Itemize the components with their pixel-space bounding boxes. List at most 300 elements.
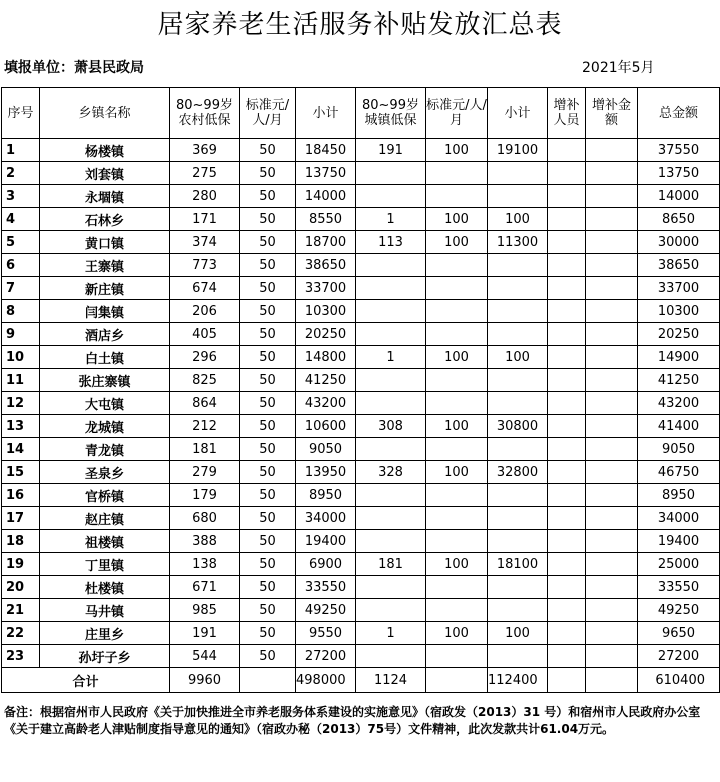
cell-add-people: [548, 392, 586, 415]
cell-sub2: [488, 369, 548, 392]
header-total: 总金额: [638, 88, 720, 139]
cell-sub1: 18450: [296, 139, 356, 162]
cell-total: 43200: [638, 392, 720, 415]
cell-total: 20250: [638, 323, 720, 346]
table-row: [2, 461, 720, 484]
cell-total: 14900: [638, 346, 720, 369]
cell-add-amount: [586, 277, 638, 300]
cell-std2: [426, 300, 488, 323]
cell-std1: 50: [240, 461, 296, 484]
cell-rural: 374: [170, 231, 240, 254]
table-row: [2, 576, 720, 599]
cell-sub2: 11300: [488, 231, 548, 254]
total-label: 合计: [2, 668, 170, 693]
cell-sub1: 33550: [296, 576, 356, 599]
cell-sub1: 10600: [296, 415, 356, 438]
cell-total: 33700: [638, 277, 720, 300]
cell-sub2: [488, 438, 548, 461]
cell-no: 14: [2, 438, 40, 461]
cell-sub2: [488, 162, 548, 185]
cell-add-amount: [586, 484, 638, 507]
header-no: 序号: [2, 88, 40, 139]
cell-urban: [356, 484, 426, 507]
cell-sub2: [488, 599, 548, 622]
cell-sub1: 38650: [296, 254, 356, 277]
cell-add-amount: [586, 507, 638, 530]
cell-no: 9: [2, 323, 40, 346]
cell-add-amount: [586, 645, 638, 668]
table-row: [2, 622, 720, 645]
cell-sub2: [488, 277, 548, 300]
cell-total: 19400: [638, 530, 720, 553]
cell-urban: [356, 576, 426, 599]
cell-sub1: 10300: [296, 300, 356, 323]
cell-sub2: 100: [488, 346, 548, 369]
cell-town: 庄里乡: [40, 622, 170, 645]
cell-sub2: 100: [488, 622, 548, 645]
cell-town: 孙圩子乡: [40, 645, 170, 668]
cell-total: 38650: [638, 254, 720, 277]
cell-std1: 50: [240, 645, 296, 668]
cell-add-people: [548, 162, 586, 185]
cell-total: 8650: [638, 208, 720, 231]
cell-no: 1: [2, 139, 40, 162]
cell-total: 49250: [638, 599, 720, 622]
cell-urban: [356, 645, 426, 668]
table-row: [2, 300, 720, 323]
cell-add-amount: [586, 323, 638, 346]
cell-urban: [356, 277, 426, 300]
cell-town: 杜楼镇: [40, 576, 170, 599]
cell-std1: 50: [240, 599, 296, 622]
cell-sub2: 19100: [488, 139, 548, 162]
cell-std1: 50: [240, 185, 296, 208]
cell-std1: 50: [240, 346, 296, 369]
cell-rural: 212: [170, 415, 240, 438]
table-row: [2, 438, 720, 461]
cell-add-people: [548, 461, 586, 484]
cell-rural: 171: [170, 208, 240, 231]
header-add-people: 增补人员: [548, 88, 586, 139]
cell-std2: [426, 576, 488, 599]
cell-add-people: [548, 231, 586, 254]
report-meta: [0, 54, 720, 78]
cell-add-people: [548, 139, 586, 162]
cell-std2: [426, 438, 488, 461]
cell-urban: [356, 162, 426, 185]
cell-std2: 100: [426, 553, 488, 576]
total-sub1: 498000: [296, 668, 356, 693]
cell-add-amount: [586, 346, 638, 369]
cell-std1: 50: [240, 162, 296, 185]
cell-add-people: [548, 507, 586, 530]
cell-rural: 544: [170, 645, 240, 668]
cell-std2: [426, 254, 488, 277]
cell-add-people: [548, 323, 586, 346]
cell-sub2: [488, 507, 548, 530]
cell-std1: 50: [240, 622, 296, 645]
cell-rural: 179: [170, 484, 240, 507]
cell-no: 12: [2, 392, 40, 415]
cell-total: 37550: [638, 139, 720, 162]
cell-total: 30000: [638, 231, 720, 254]
cell-sub2: [488, 323, 548, 346]
cell-std2: [426, 162, 488, 185]
cell-add-amount: [586, 622, 638, 645]
cell-urban: [356, 530, 426, 553]
cell-no: 3: [2, 185, 40, 208]
cell-add-amount: [586, 369, 638, 392]
cell-add-amount: [586, 599, 638, 622]
cell-add-people: [548, 369, 586, 392]
table-row: [2, 530, 720, 553]
cell-rural: 181: [170, 438, 240, 461]
header-std2: 标准元/人/月: [426, 88, 488, 139]
cell-total: 25000: [638, 553, 720, 576]
cell-std2: [426, 599, 488, 622]
cell-sub2: [488, 484, 548, 507]
cell-town: 青龙镇: [40, 438, 170, 461]
cell-no: 22: [2, 622, 40, 645]
cell-add-people: [548, 300, 586, 323]
cell-std2: [426, 323, 488, 346]
cell-std1: 50: [240, 438, 296, 461]
table-row: [2, 323, 720, 346]
cell-rural: 825: [170, 369, 240, 392]
cell-town: 龙城镇: [40, 415, 170, 438]
cell-no: 6: [2, 254, 40, 277]
header-add-amount: 增补金额: [586, 88, 638, 139]
cell-std2: [426, 369, 488, 392]
cell-urban: 113: [356, 231, 426, 254]
cell-add-amount: [586, 185, 638, 208]
cell-add-people: [548, 484, 586, 507]
cell-add-amount: [586, 392, 638, 415]
cell-sub2: [488, 645, 548, 668]
cell-add-amount: [586, 553, 638, 576]
cell-add-amount: [586, 139, 638, 162]
cell-add-people: [548, 622, 586, 645]
cell-total: 8950: [638, 484, 720, 507]
table-row: [2, 553, 720, 576]
cell-sub1: 8550: [296, 208, 356, 231]
cell-no: 21: [2, 599, 40, 622]
cell-std1: 50: [240, 415, 296, 438]
total-std2: [426, 668, 488, 693]
cell-urban: [356, 300, 426, 323]
cell-std2: 100: [426, 346, 488, 369]
cell-rural: 680: [170, 507, 240, 530]
cell-sub1: 19400: [296, 530, 356, 553]
cell-add-people: [548, 599, 586, 622]
report-date: 2021年5月: [582, 60, 655, 76]
cell-sub1: 18700: [296, 231, 356, 254]
table-row: [2, 185, 720, 208]
cell-no: 11: [2, 369, 40, 392]
cell-std1: 50: [240, 231, 296, 254]
cell-std1: 50: [240, 507, 296, 530]
cell-std2: 100: [426, 415, 488, 438]
table-row: [2, 277, 720, 300]
cell-no: 5: [2, 231, 40, 254]
cell-sub1: 9550: [296, 622, 356, 645]
cell-std2: [426, 185, 488, 208]
cell-add-people: [548, 576, 586, 599]
cell-no: 23: [2, 645, 40, 668]
cell-urban: [356, 323, 426, 346]
cell-urban: [356, 507, 426, 530]
cell-urban: [356, 599, 426, 622]
table-row: [2, 645, 720, 668]
filing-unit: 填报单位：萧县民政局: [4, 60, 144, 76]
cell-urban: [356, 392, 426, 415]
table-row: [2, 484, 720, 507]
cell-rural: 773: [170, 254, 240, 277]
cell-std1: 50: [240, 369, 296, 392]
cell-rural: 191: [170, 622, 240, 645]
cell-sub1: 49250: [296, 599, 356, 622]
cell-std1: 50: [240, 300, 296, 323]
cell-add-amount: [586, 231, 638, 254]
total-add-amount: [586, 668, 638, 693]
cell-sub1: 6900: [296, 553, 356, 576]
total-sub2: 112400: [488, 668, 548, 693]
header-sub2: 小计: [488, 88, 548, 139]
cell-sub2: 100: [488, 208, 548, 231]
cell-town: 大屯镇: [40, 392, 170, 415]
cell-total: 27200: [638, 645, 720, 668]
total-add-people: [548, 668, 586, 693]
cell-sub2: [488, 300, 548, 323]
cell-add-people: [548, 530, 586, 553]
cell-town: 赵庄镇: [40, 507, 170, 530]
cell-no: 2: [2, 162, 40, 185]
table-header-row: [2, 88, 720, 139]
cell-std1: 50: [240, 323, 296, 346]
cell-sub1: 43200: [296, 392, 356, 415]
header-rural: 80~99岁农村低保: [170, 88, 240, 139]
cell-std1: 50: [240, 553, 296, 576]
cell-std1: 50: [240, 484, 296, 507]
header-std1: 标准元/人/月: [240, 88, 296, 139]
cell-sub2: 32800: [488, 461, 548, 484]
cell-town: 杨楼镇: [40, 139, 170, 162]
cell-no: 7: [2, 277, 40, 300]
table-row: [2, 346, 720, 369]
cell-std1: 50: [240, 139, 296, 162]
header-sub1: 小计: [296, 88, 356, 139]
cell-sub1: 9050: [296, 438, 356, 461]
header-town: 乡镇名称: [40, 88, 170, 139]
cell-rural: 280: [170, 185, 240, 208]
cell-rural: 296: [170, 346, 240, 369]
cell-std2: [426, 392, 488, 415]
cell-town: 白土镇: [40, 346, 170, 369]
total-row: [2, 668, 720, 693]
cell-total: 41400: [638, 415, 720, 438]
cell-rural: 405: [170, 323, 240, 346]
cell-rural: 671: [170, 576, 240, 599]
cell-add-people: [548, 185, 586, 208]
cell-urban: 191: [356, 139, 426, 162]
cell-urban: 181: [356, 553, 426, 576]
cell-std2: 100: [426, 139, 488, 162]
cell-town: 圣泉乡: [40, 461, 170, 484]
cell-add-amount: [586, 461, 638, 484]
cell-add-people: [548, 277, 586, 300]
cell-sub2: [488, 392, 548, 415]
cell-sub1: 8950: [296, 484, 356, 507]
cell-urban: [356, 438, 426, 461]
cell-total: 9650: [638, 622, 720, 645]
cell-sub2: 18100: [488, 553, 548, 576]
cell-std2: 100: [426, 231, 488, 254]
cell-town: 张庄寨镇: [40, 369, 170, 392]
cell-sub1: 20250: [296, 323, 356, 346]
table-row: [2, 507, 720, 530]
cell-urban: 1: [356, 346, 426, 369]
cell-no: 4: [2, 208, 40, 231]
table-row: [2, 162, 720, 185]
cell-no: 13: [2, 415, 40, 438]
cell-total: 13750: [638, 162, 720, 185]
cell-add-people: [548, 553, 586, 576]
cell-rural: 985: [170, 599, 240, 622]
cell-town: 丁里镇: [40, 553, 170, 576]
cell-add-amount: [586, 162, 638, 185]
cell-town: 官桥镇: [40, 484, 170, 507]
total-rural: 9960: [170, 668, 240, 693]
cell-town: 马井镇: [40, 599, 170, 622]
cell-rural: 275: [170, 162, 240, 185]
cell-town: 石林乡: [40, 208, 170, 231]
table-body: [2, 88, 720, 693]
table-row: [2, 415, 720, 438]
cell-add-amount: [586, 438, 638, 461]
cell-sub1: 33700: [296, 277, 356, 300]
cell-rural: 674: [170, 277, 240, 300]
cell-rural: 279: [170, 461, 240, 484]
cell-add-people: [548, 438, 586, 461]
cell-std2: 100: [426, 622, 488, 645]
cell-add-people: [548, 254, 586, 277]
cell-sub1: 13750: [296, 162, 356, 185]
cell-std2: [426, 645, 488, 668]
cell-add-amount: [586, 208, 638, 231]
cell-sub1: 34000: [296, 507, 356, 530]
cell-sub1: 27200: [296, 645, 356, 668]
cell-urban: 1: [356, 622, 426, 645]
cell-no: 18: [2, 530, 40, 553]
cell-std2: [426, 507, 488, 530]
cell-no: 8: [2, 300, 40, 323]
table-row: [2, 208, 720, 231]
cell-town: 刘套镇: [40, 162, 170, 185]
cell-std2: 100: [426, 461, 488, 484]
cell-town: 永堌镇: [40, 185, 170, 208]
cell-town: 闫集镇: [40, 300, 170, 323]
cell-total: 14000: [638, 185, 720, 208]
cell-total: 46750: [638, 461, 720, 484]
cell-town: 王寨镇: [40, 254, 170, 277]
cell-std2: [426, 484, 488, 507]
cell-sub1: 41250: [296, 369, 356, 392]
cell-urban: 328: [356, 461, 426, 484]
cell-no: 17: [2, 507, 40, 530]
table-row: [2, 231, 720, 254]
cell-sub2: [488, 185, 548, 208]
cell-no: 19: [2, 553, 40, 576]
header-urban: 80~99岁城镇低保: [356, 88, 426, 139]
cell-total: 41250: [638, 369, 720, 392]
cell-sub2: [488, 576, 548, 599]
total-std1: [240, 668, 296, 693]
cell-town: 黄口镇: [40, 231, 170, 254]
cell-urban: [356, 369, 426, 392]
cell-add-amount: [586, 415, 638, 438]
table-row: [2, 369, 720, 392]
cell-total: 9050: [638, 438, 720, 461]
cell-sub2: 30800: [488, 415, 548, 438]
cell-no: 15: [2, 461, 40, 484]
cell-town: 新庄镇: [40, 277, 170, 300]
cell-no: 20: [2, 576, 40, 599]
cell-rural: 138: [170, 553, 240, 576]
table-row: [2, 599, 720, 622]
cell-total: 34000: [638, 507, 720, 530]
cell-urban: 1: [356, 208, 426, 231]
cell-total: 10300: [638, 300, 720, 323]
cell-rural: 369: [170, 139, 240, 162]
cell-sub1: 13950: [296, 461, 356, 484]
cell-add-people: [548, 645, 586, 668]
cell-std1: 50: [240, 576, 296, 599]
cell-std1: 50: [240, 277, 296, 300]
cell-urban: [356, 185, 426, 208]
cell-std2: [426, 277, 488, 300]
cell-add-amount: [586, 254, 638, 277]
cell-urban: [356, 254, 426, 277]
cell-sub1: 14000: [296, 185, 356, 208]
cell-std1: 50: [240, 392, 296, 415]
cell-rural: 388: [170, 530, 240, 553]
cell-no: 10: [2, 346, 40, 369]
cell-total: 33550: [638, 576, 720, 599]
cell-sub2: [488, 254, 548, 277]
cell-town: 祖楼镇: [40, 530, 170, 553]
cell-add-people: [548, 346, 586, 369]
cell-std2: [426, 530, 488, 553]
total-urban: 1124: [356, 668, 426, 693]
page-title: 居家养老生活服务补贴发放汇总表: [157, 10, 563, 40]
table-row: [2, 254, 720, 277]
footnote: 备注：根据宿州市人民政府《关于加快推进全市养老服务体系建设的实施意见》（宿政发（2013）31 号）和宿州市人民政府办公室《关于建立高龄老人津贴制度指导意见的通知》（宿政办秘（2013）75号）文件精神，此次发款共计61.04万元。: [4, 705, 701, 736]
cell-std1: 50: [240, 208, 296, 231]
cell-std1: 50: [240, 530, 296, 553]
total-amount: 610400: [638, 668, 720, 693]
table-row: [2, 139, 720, 162]
cell-rural: 206: [170, 300, 240, 323]
table-row: [2, 392, 720, 415]
cell-add-people: [548, 208, 586, 231]
subsidy-table: [1, 87, 720, 693]
cell-rural: 864: [170, 392, 240, 415]
cell-sub2: [488, 530, 548, 553]
cell-add-people: [548, 415, 586, 438]
cell-add-amount: [586, 300, 638, 323]
cell-std1: 50: [240, 254, 296, 277]
cell-no: 16: [2, 484, 40, 507]
